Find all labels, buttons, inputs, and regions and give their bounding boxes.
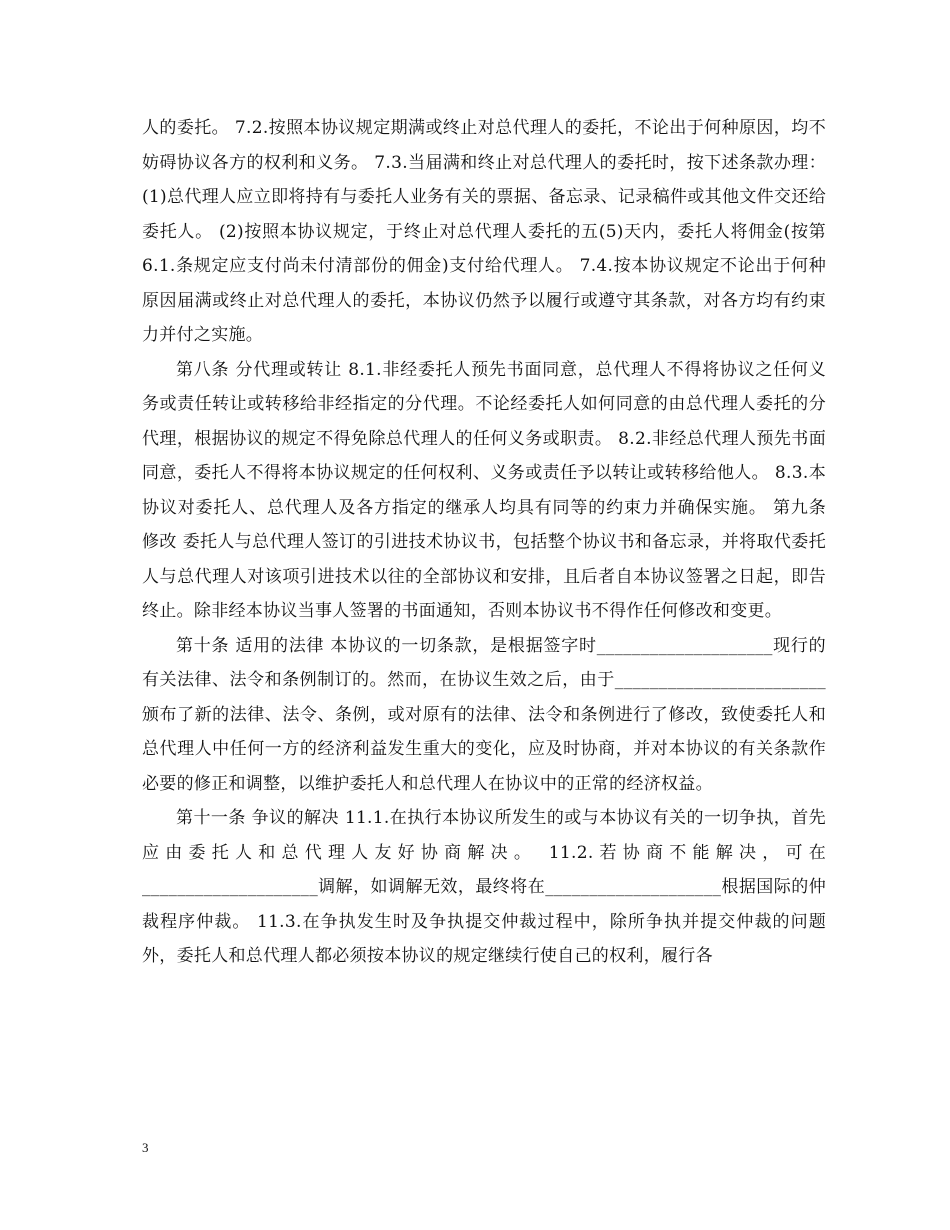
paragraph-clause-8-9: 第八条 分代理或转让 8.1.非经委托人预先书面同意，总代理人不得将协议之任何义务或责任转让或转移给非经指定的分代理。不论经委托人如何同意的由总代理人委托的分代理，根据协议的规定不得免除总代理人的任何义务或职责。 8.2.非经总代理人预先书面同意，委托人不得将本协议规定的任何权利、义务或责任予以转让或转移给他人。 8.3.本协议对委托人、总代理人及各方指定的继承人均具有同等的约束力并确保实施。 第九条 修改 委托人与总代理人签订的引进技术协议书，包括整个协议书和备忘录，并将取代委托人与总代理人对该项引进技术以往的全部协议和安排，且后者自本协议签署之日起，即告终止。除非经本协议当事人签署的书面通知，否则本协议书不得作任何修改和变更。 [142, 359, 826, 621]
document-body [142, 111, 826, 974]
paragraph-clause-10: 第十条 适用的法律 本协议的一切条款，是根据签字时____________________现行的有关法律、法令和条例制订的。然而，在协议生效之后，由于________________________颁布了新的法律、法令、条例，或对原有的法律、法令和条例进行了修改，致使委托人和总代理人中任何一方的经济利益发生重大的变化，应及时协商，并对本协议的有关条款作必要的修正和调整，以维护委托人和总代理人在协议中的正常的经济权益。 [142, 635, 826, 794]
page-number: 3 [142, 1140, 149, 1155]
paragraph-clause-11: 第十一条 争议的解决 11.1.在执行本协议所发生的或与本协议有关的一切争执，首先应由委托人和总代理人友好协商解决。 11.2.若协商不能解决，可在____________________调解，如调解无效，最终将在____________________根据国际的仲裁程序仲裁。 11.3.在争执发生时及争执提交仲裁过程中，除所争执并提交仲裁的问题外，委托人和总代理人都必须按本协议的规定继续行使自己的权利，履行各 [142, 808, 826, 966]
paragraph-clause-7-continued: 人的委托。 7.2.按照本协议规定期满或终止对总代理人的委托，不论出于何种原因，均不妨碍协议各方的权利和义务。 7.3.当届满和终止对总代理人的委托时，按下述条款办理： (1)总代理人应立即将持有与委托人业务有关的票据、备忘录、记录稿件或其他文件交还给委托人。 (2)按照本协议规定，于终止对总代理人委托的五(5)天内，委托人将佣金(按第6.1.条规定应支付尚未付清部份的佣金)支付给代理人。 7.4.按本协议规定不论出于何种原因届满或终止对总代理人的委托，本协议仍然予以履行或遵守其条款，对各方均有约束力并付之实施。 [142, 118, 826, 345]
